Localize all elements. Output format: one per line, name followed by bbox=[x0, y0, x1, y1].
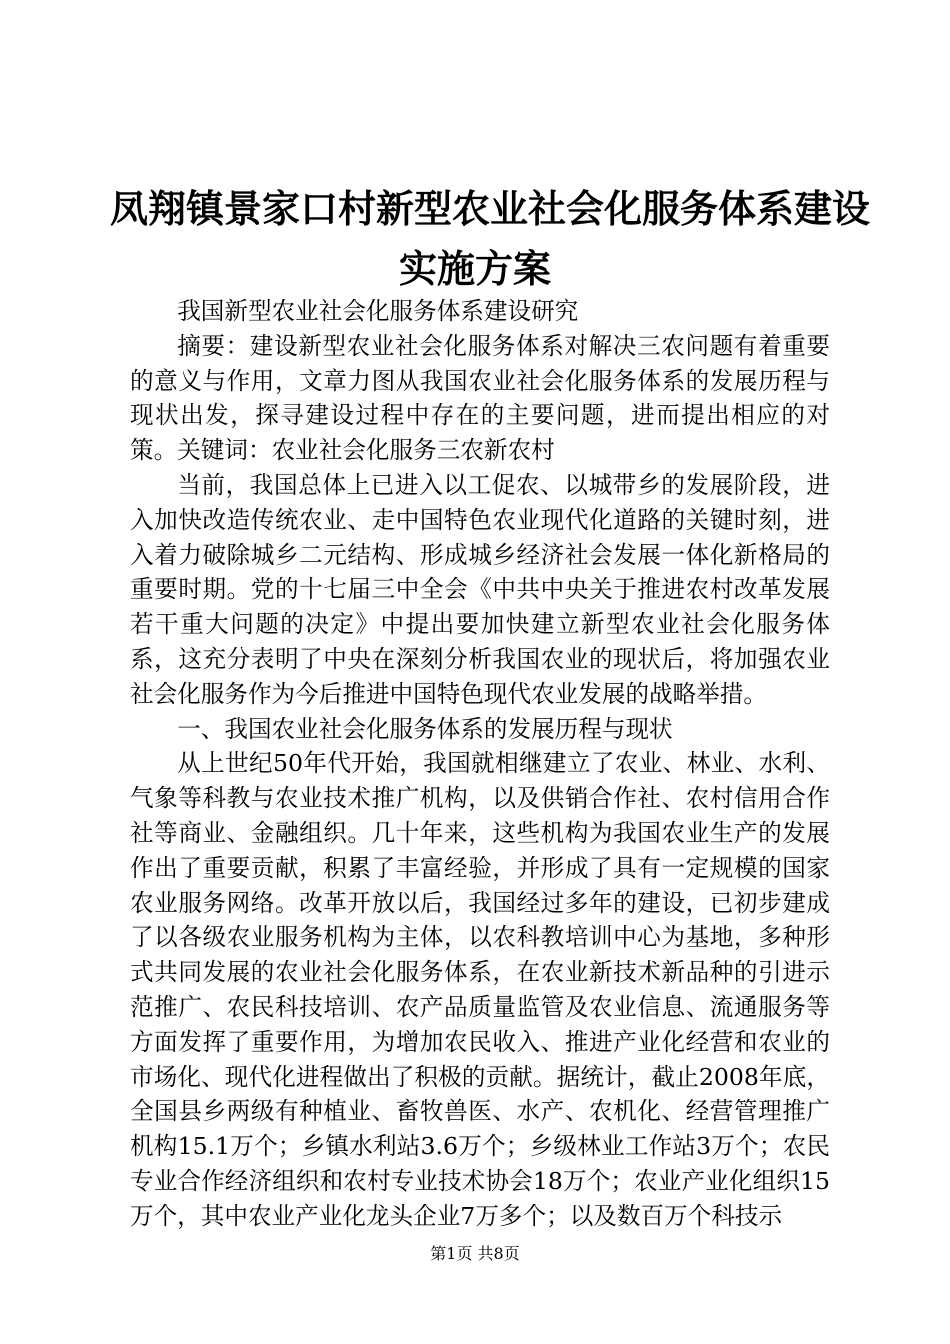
document-title-line-2: 实施方案 bbox=[398, 246, 551, 291]
paragraph-history: 从上世纪50年代开始，我国就相继建立了农业、林业、水利、气象等科教与农业技术推广机构，以及供销合作社、农村信用合作社等商业、金融组织。几十年来，这些机构为我国农业生产的发展作出了重要贡献，积累了丰富经验，并形成了具有一定规模的国家农业服务网络。改革开放以后，我国经过多年的建设，已初步建成了以各级农业服务机构为主体，以农科教培训中心为基地，多种形式共同发展的农业社会化服务体系，在农业新技术新品种的引进示范推广、农民科技培训、农产品质量监管及农业信息、流通服务等方面发挥了重要作用，为增加农民收入、推进产业化经营和农业的市场化、现代化进程做出了积极的贡献。据统计，截止2008年底，全国县乡两级有种植业、畜牧兽医、水产、农机化、经营管理推广机构15.1万个；乡镇水利站3.6万个；乡级林业工作站3万个；农民专业合作经济组织和农村专业技术协会18万个；农业产业化组织15万个，其中农业产业化龙头企业7万多个；以及数百万个科技示 bbox=[130, 749, 830, 1230]
paragraph-background: 当前，我国总体上已进入以工促农、以城带乡的发展阶段，进入加快改造传统农业、走中国特色农业现代化道路的关键时刻，进入着力破除城乡二元结构、形成城乡经济社会发展一体化新格局的重要时期。党的十七届三中全会《中共中央关于推进农村改革发展若干重大问题的决定》中提出要加快建立新型农业社会化服务体系，这充分表明了中央在深刻分析我国农业的现状后，将加强农业社会化服务作为今后推进中国特色现代农业发展的战略举措。 bbox=[130, 470, 830, 708]
page-footer: 第1页 共8页 bbox=[430, 1244, 520, 1263]
section-heading-1: 一、我国农业社会化服务体系的发展历程与现状 bbox=[177, 714, 673, 743]
document-body bbox=[130, 294, 830, 1234]
document-title-line-1: 凤翔镇景家口村新型农业社会化服务体系建设 bbox=[110, 186, 871, 231]
paragraph-subtitle: 我国新型农业社会化服务体系建设研究 bbox=[177, 297, 579, 325]
paragraph-abstract: 摘要：建设新型农业社会化服务体系对解决三农问题有着重要的意义与作用，文章力图从我国农业社会化服务体系的发展历程与现状出发，探寻建设过程中存在的主要问题，进而提出相应的对策。关键词：农业社会化服务三农新农村 bbox=[130, 331, 830, 465]
